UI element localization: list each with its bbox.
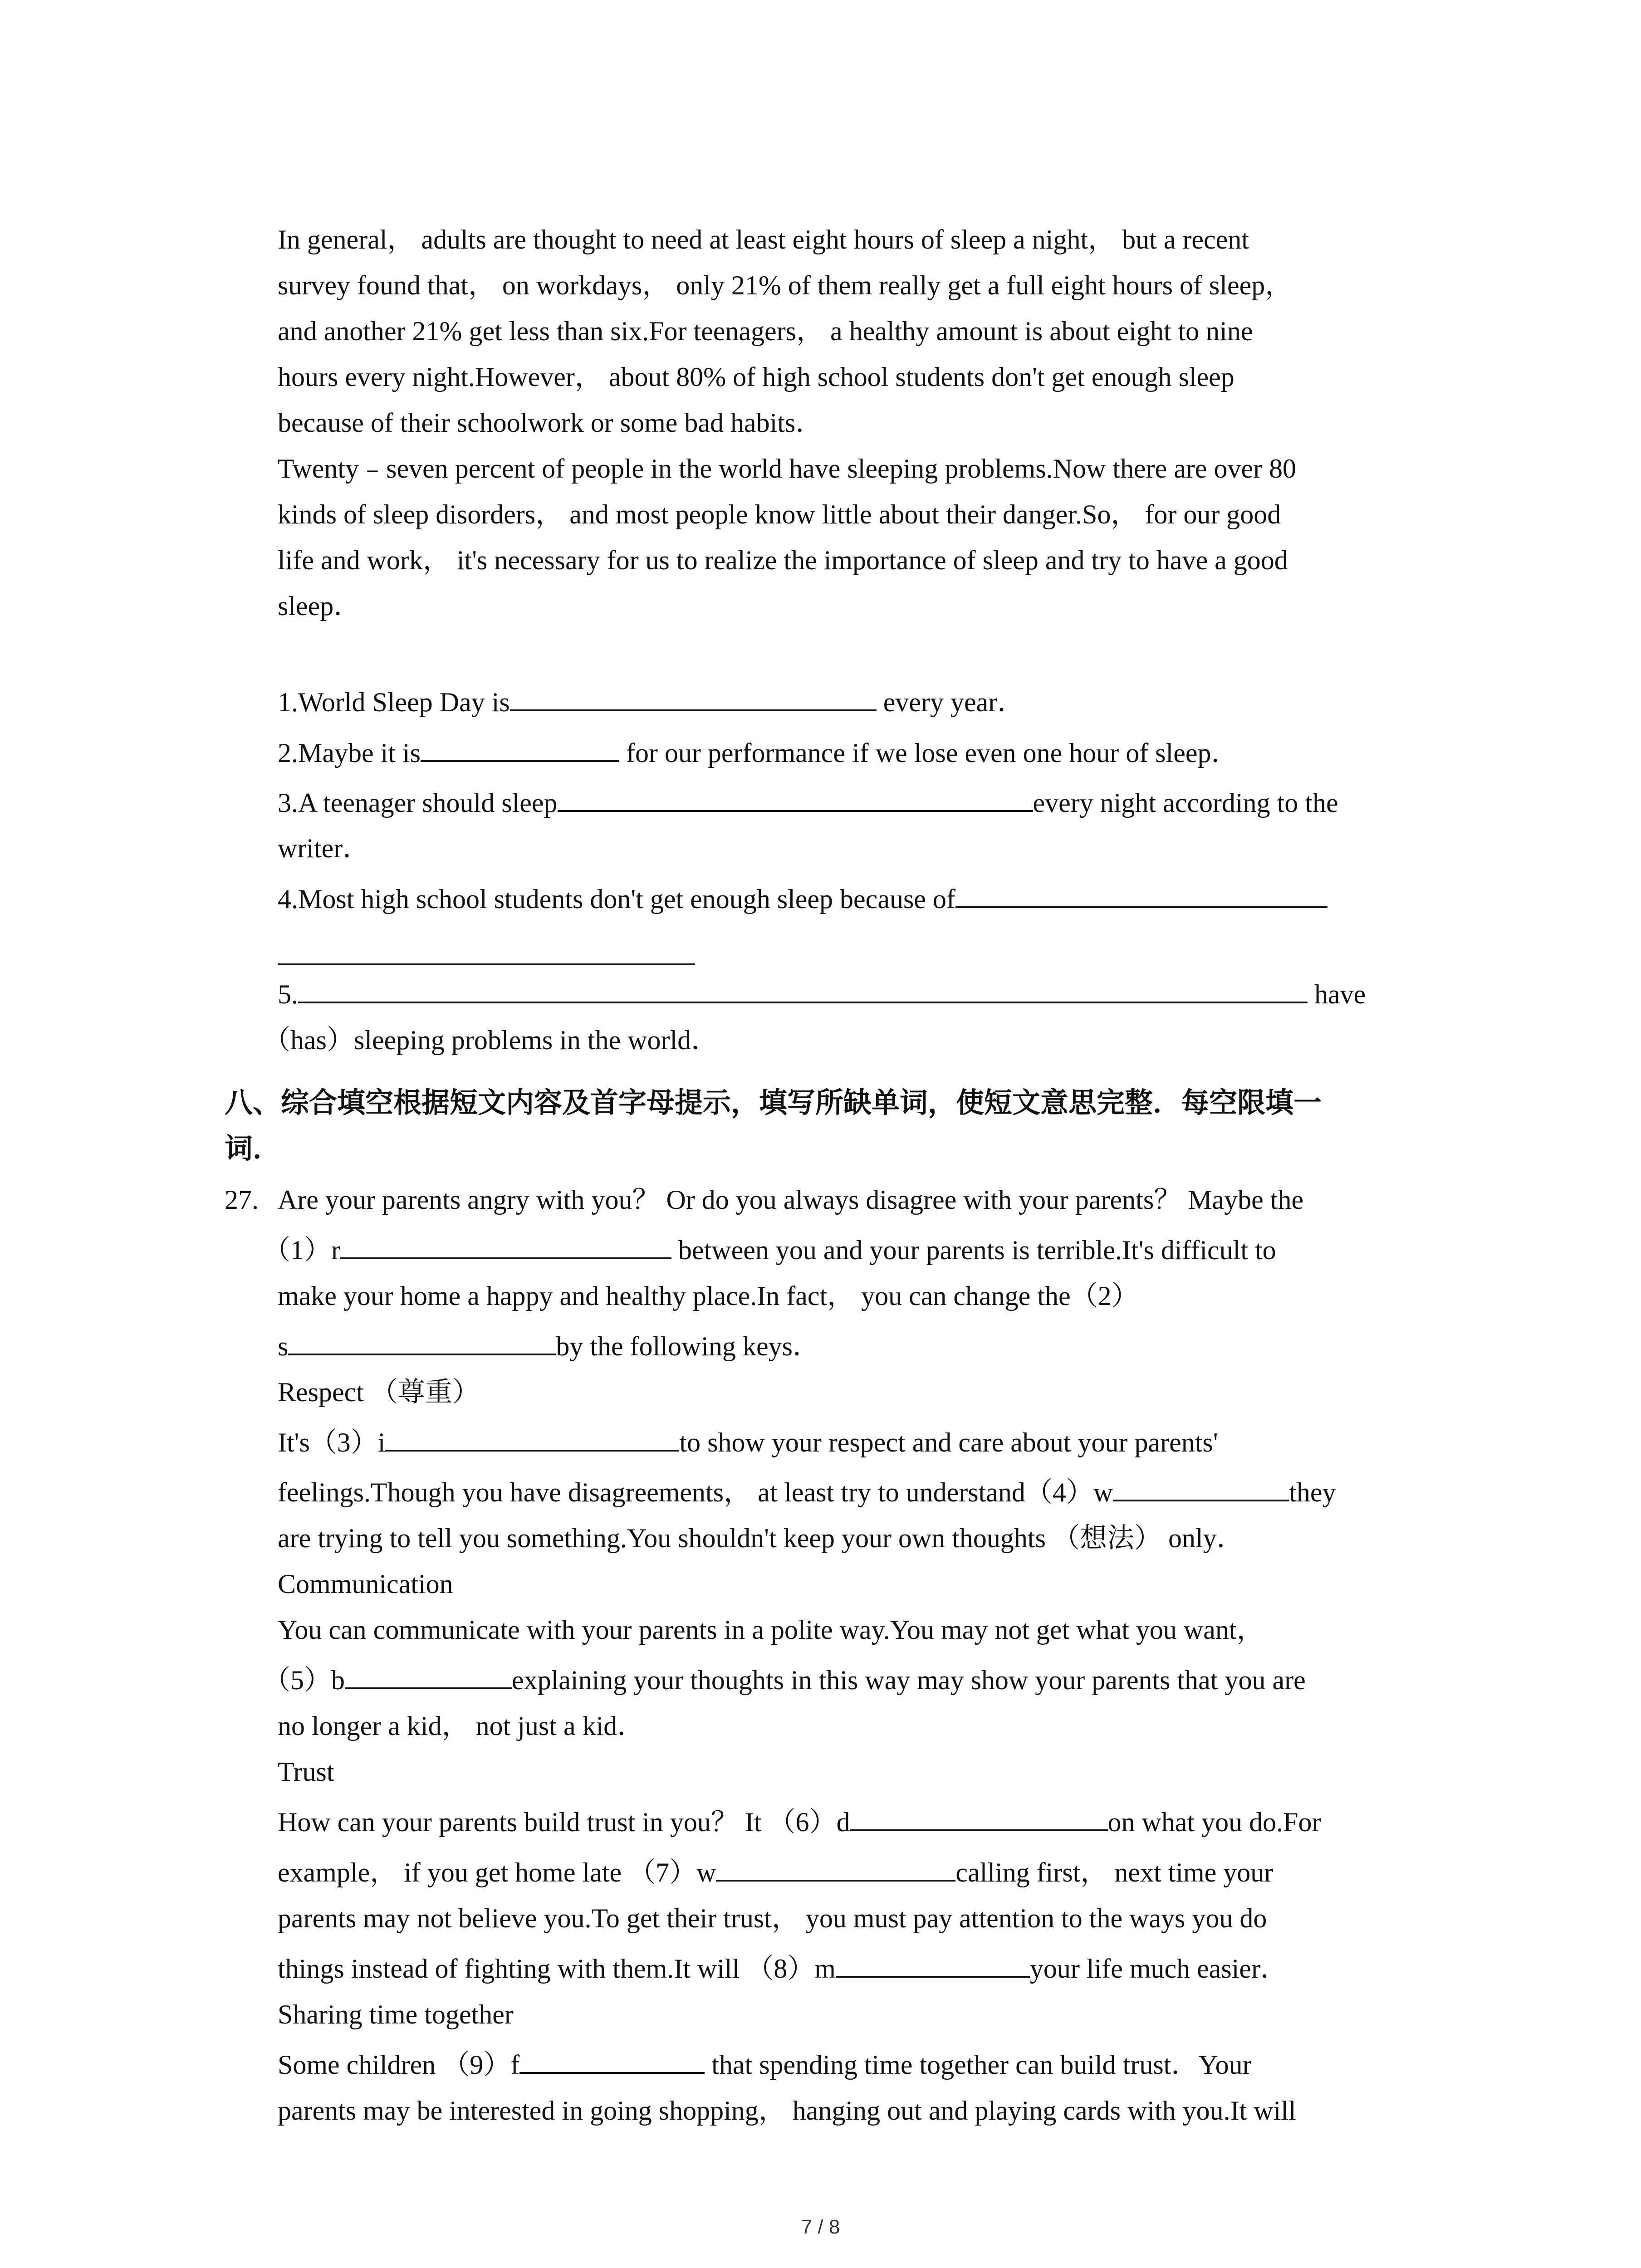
passage-line: life and work， it's necessary for us to realize the importance of sleep and try to have a good [278,545,1288,575]
question-5-continued: （has）sleeping problems in the world． [263,1025,719,1055]
cloze-line: Are your parents angry with you？ Or do you always disagree with your parents？ Maybe the [278,1185,1304,1215]
passage-line: because of their schoolwork or some bad habits． [278,408,823,438]
passage-line: hours every night.However， about 80% of high school students don't get enough sleep [278,362,1234,392]
cloze-subheading: Trust [278,1757,334,1787]
cloze-line: example， if you get home late （7）w calling first， next time your [278,1850,1273,1896]
cloze-blank-9[interactable] [519,2045,705,2074]
page-number: 7 / 8 [801,2216,840,2238]
question-3-continued: writer． [278,833,370,863]
passage-line: survey found that， on workdays， only 21% of them really get a full eight hours of sleep， [278,270,1293,300]
answer-blank-4-continued[interactable] [278,963,695,965]
cloze-blank-8[interactable] [836,1949,1030,1978]
passage-line: sleep． [278,591,361,621]
passage-line: Twenty﹣seven percent of people in the world have sleeping problems.Now there are over 80 [278,454,1297,484]
cloze-line: feelings.Though you have disagreements， at least try to understand（4）w they [278,1470,1336,1515]
cloze-line: （5）b explaining your thoughts in this way may show your parents that you are [263,1657,1306,1703]
question-5: 5. have [278,972,1366,1017]
cloze-subheading: Respect （尊重） [278,1377,480,1407]
cloze-line: Some children （9）f that spending time together can build trust．Your [278,2042,1252,2088]
cloze-subheading: Communication [278,1569,453,1599]
cloze-line: How can your parents build trust in you？ It （6）d on what you do.For [278,1799,1321,1845]
cloze-line: parents may not believe you.To get their trust， you must pay attention to the ways you do [278,1903,1267,1933]
question-number: 27. [225,1185,259,1215]
cloze-line: （1）r between you and your parents is terrible.It's difficult to [263,1227,1276,1273]
answer-blank-2[interactable] [421,733,619,762]
cloze-line: make your home a happy and healthy place.In fact， you can change the（2） [278,1281,1139,1311]
question-1: 1.World Sleep Day is every year． [278,679,1024,725]
question-2: 2.Maybe it is for our performance if we lose even one hour of sleep． [278,730,1238,776]
cloze-subheading: Sharing time together [278,1999,514,2029]
cloze-line: are trying to tell you something.You shouldn't keep your own thoughts （想法） only． [278,1523,1244,1553]
passage-line: kinds of sleep disorders， and most people know little about their danger.So， for our good [278,499,1281,529]
answer-blank-3[interactable] [558,783,1033,812]
cloze-blank-3[interactable] [385,1422,679,1452]
cloze-line: parents may be interested in going shopping， hanging out and playing cards with you.It will [278,2096,1296,2126]
answer-blank-4[interactable] [955,879,1327,908]
passage-line: and another 21% get less than six.For teenagers， a healthy amount is about eight to nine [278,316,1253,346]
cloze-line: It's（3）i to show your respect and care about your parents' [278,1420,1218,1466]
cloze-blank-2[interactable] [288,1326,556,1355]
answer-blank-5[interactable] [298,974,1308,1003]
cloze-blank-6[interactable] [850,1802,1108,1831]
answer-blank-1[interactable] [510,682,877,711]
cloze-blank-5[interactable] [345,1660,512,1689]
cloze-line: You can communicate with your parents in a polite way.You may not get what you want， [278,1615,1264,1645]
question-3: 3.A teenager should sleep every night according to the [278,780,1338,826]
cloze-blank-7[interactable] [716,1853,955,1882]
cloze-line: s by the following keys． [278,1324,820,1369]
section-heading: 八、综合填空根据短文内容及首字母提示，填写所缺单词，使短文意思完整．每空限填一 [225,1086,1322,1119]
cloze-line: no longer a kid， not just a kid． [278,1711,645,1741]
passage-line: In general， adults are thought to need at least eight hours of sleep a night， but a recent [278,225,1249,254]
cloze-line: things instead of fighting with them.It will （8）m your life much easier． [278,1946,1288,1992]
cloze-blank-4[interactable] [1113,1472,1289,1501]
section-heading-continued: 词． [225,1132,281,1165]
cloze-blank-1[interactable] [340,1230,671,1259]
question-4: 4.Most high school students don't get enough sleep because of [278,876,1327,922]
